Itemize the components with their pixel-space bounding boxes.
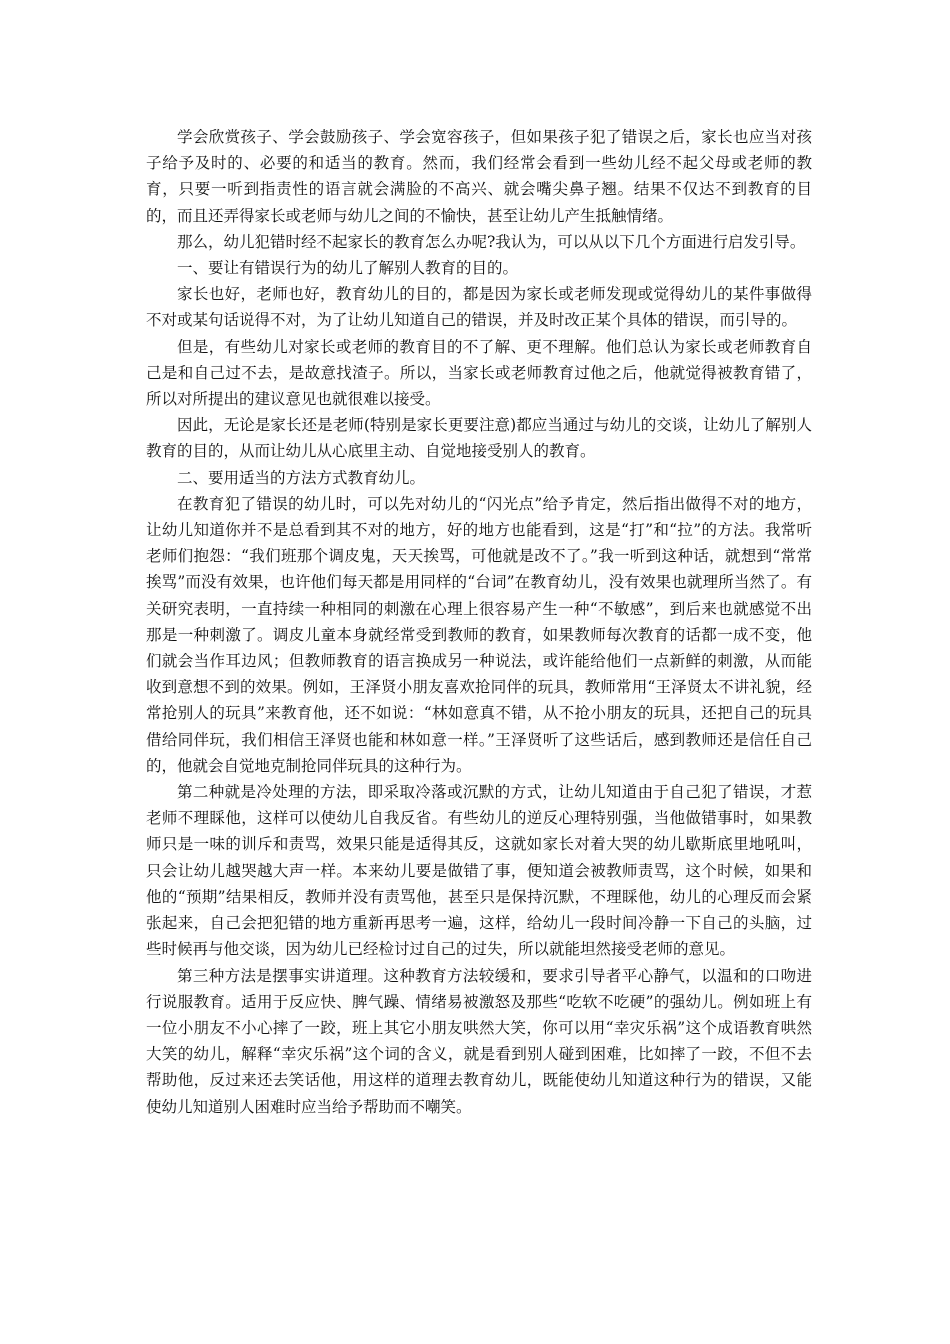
paragraph-purpose: 家长也好，老师也好，教育幼儿的目的，都是因为家长或老师发现或觉得幼儿的某件事做得不对或某句话说得不对，为了让幼儿知道自己的错误，并及时改正某个具体的错误，而引导的。	[146, 285, 812, 330]
paragraph-method-1: 在教育犯了错误的幼儿时，可以先对幼儿的“闪光点”给予肯定，然后指出做得不对的地方，让幼儿知道你并不是总看到其不对的地方，好的地方也能看到，这是“打”和“拉”的方法。我常听老师们抱怨：“我们班那个调皮鬼，天天挨骂，可他就是改不了。”我一听到这种话，就想到“常常挨骂”而没有效果，也许他们每天都是用同样的“台词”在教育幼儿，没有效果也就理所当然了。有关研究表明，一直持续一种相同的刺激在心理上很容易产生一种“不敏感”，到后来也就感觉不出那是一种刺激了。调皮儿童本身就经常受到教师的教育，如果教师每次教育的话都一成不变，他们就会当作耳边风；但教师教育的语言换成另一种说法，或许能给他们一点新鲜的刺激，从而能收到意想不到的效果。例如，王泽贤小朋友喜欢抢同伴的玩具，教师常用“王泽贤太不讲礼貌，经常抢别人的玩具”来教育他，还不如说：“林如意真不错，从不抢小朋友的玩具，还把自己的玩具借给同伴玩，我们相信王泽贤也能和林如意一样。”王泽贤听了这些话后，感到教师还是信任自己的，他就会自觉地克制抢同伴玩具的这种行为。	[146, 494, 812, 775]
paragraph-method-3: 第三种方法是摆事实讲道理。这种教育方法较缓和，要求引导者平心静气，以温和的口吻进行说服教育。适用于反应快、脾气躁、情绪易被激怒及那些“吃软不吃硬”的强幼儿。例如班上有一位小朋友不小心摔了一跤，班上其它小朋友哄然大笑，你可以用“幸灾乐祸”这个成语教育哄然大笑的幼儿，解释“幸灾乐祸”这个词的含义，就是看到别人碰到困难，比如摔了一跤，不但不去帮助他，反过来还去笑话他，用这样的道理去教育幼儿，既能使幼儿知道这种行为的错误，又能使幼儿知道别人困难时应当给予帮助而不嘲笑。	[146, 966, 812, 1116]
document-body	[146, 124, 812, 1120]
paragraph-question: 那么，幼儿犯错时经不起家长的教育怎么办呢?我认为，可以从以下几个方面进行启发引导。	[177, 232, 806, 251]
section-heading-2: 二、要用适当的方法方式教育幼儿。	[177, 468, 426, 487]
paragraph-misunderstanding: 但是，有些幼儿对家长或老师的教育目的不了解、更不理解。他们总认为家长或老师教育自己是和自己过不去，是故意找渣子。所以，当家长或老师教育过他之后，他就觉得被教育错了，所以对所提出的建议意见也就很难以接受。	[146, 337, 812, 409]
paragraph-therefore: 因此，无论是家长还是老师(特别是家长更要注意)都应当通过与幼儿的交谈，让幼儿了解别人教育的目的，从而让幼儿从心底里主动、自觉地接受别人的教育。	[146, 416, 812, 461]
paragraph-method-2: 第二种就是冷处理的方法，即采取冷落或沉默的方式，让幼儿知道由于自己犯了错误，才惹老师不理睬他，这样可以使幼儿自我反省。有些幼儿的逆反心理特别强，当他做错事时，如果教师只是一味的训斥和责骂，效果只能是适得其反，这就如家长对着大哭的幼儿歇斯底里地吼叫，只会让幼儿越哭越大声一样。本来幼儿要是做错了事，便知道会被教师责骂，这个时候，如果和他的“预期”结果相反，教师并没有责骂他，甚至只是保持沉默，不理睬他，幼儿的心理反而会紧张起来，自己会把犯错的地方重新再思考一遍，这样，给幼儿一段时间冷静一下自己的头脑，过些时候再与他交谈，因为幼儿已经检讨过自己的过失，所以就能坦然接受老师的意见。	[146, 783, 812, 959]
paragraph-intro: 学会欣赏孩子、学会鼓励孩子、学会宽容孩子，但如果孩子犯了错误之后，家长也应当对孩子给予及时的、必要的和适当的教育。然而，我们经常会看到一些幼儿经不起父母或老师的教育，只要一听到指责性的语言就会满脸的不高兴、就会嘴尖鼻子翘。结果不仅达不到教育的目的，而且还弄得家长或老师与幼儿之间的不愉快，甚至让幼儿产生抵触情绪。	[146, 128, 812, 225]
section-heading-1: 一、要让有错误行为的幼儿了解别人教育的目的。	[177, 259, 519, 278]
